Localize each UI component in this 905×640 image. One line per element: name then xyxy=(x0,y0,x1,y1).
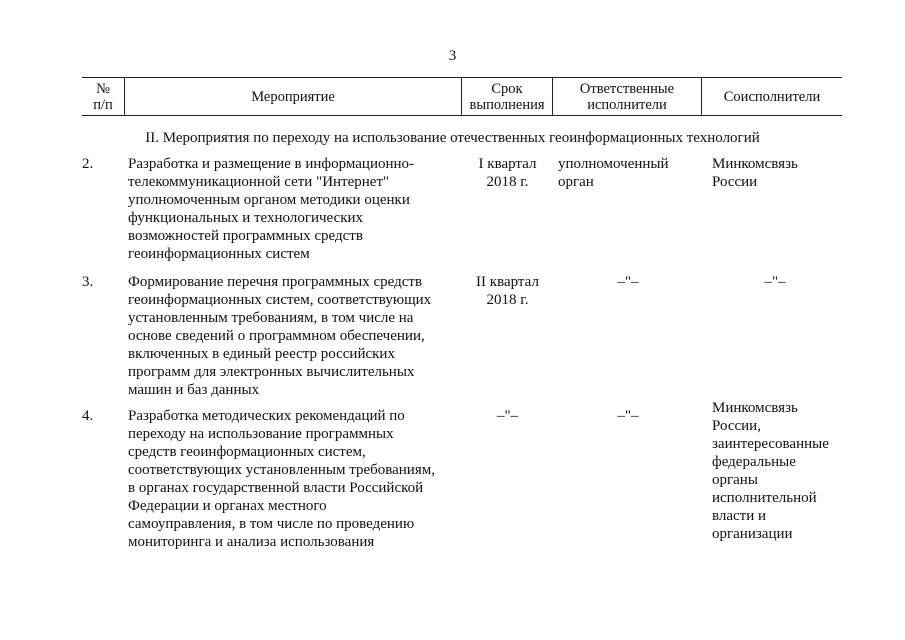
row-co-executors xyxy=(705,273,845,291)
term-line: 2018 г. xyxy=(486,292,529,308)
co-executor-line: органы xyxy=(712,472,758,488)
row-number: 4. xyxy=(82,408,94,424)
activity-line: Разработка методических рекомендаций по xyxy=(128,408,405,424)
header-term xyxy=(462,78,552,115)
activity-line: переходу на использование программных xyxy=(128,426,394,442)
row-term xyxy=(465,407,550,425)
activity-line: программ для электронных вычислительных xyxy=(128,364,415,380)
activity-line: соответствующих установленным требованиям, xyxy=(128,462,435,478)
header-responsible xyxy=(553,78,701,115)
co-executor-line: Минкомсвязь xyxy=(712,156,798,172)
activity-line: геоинформационных систем xyxy=(128,246,310,262)
activity-line: геоинформационных систем, соответствующих xyxy=(128,292,432,308)
activity-line: мониторинга и анализа использования xyxy=(128,534,375,550)
co-executor-line: федеральные xyxy=(712,454,796,470)
ditto-mark: –"– xyxy=(617,408,639,424)
co-executor-line: заинтересованные xyxy=(712,436,829,452)
activity-line: Формирование перечня программных средств xyxy=(128,274,423,290)
row-responsible xyxy=(558,273,698,291)
responsible-line: уполномоченный xyxy=(558,156,669,172)
activity-line: телекоммуникационной сети "Интернет" xyxy=(128,174,390,190)
header-num-line: № xyxy=(96,80,110,97)
header-num-line: п/п xyxy=(93,96,113,113)
section-title: II. Мероприятия по переходу на использование отечественных геоинформационных технологий xyxy=(145,130,760,146)
co-executor-line: Минкомсвязь xyxy=(712,400,798,416)
ditto-mark: –"– xyxy=(764,274,786,290)
row-co-executors xyxy=(712,399,847,543)
header-activity: Мероприятие xyxy=(251,88,335,105)
activity-line: уполномоченным органом методики оценки xyxy=(128,192,410,208)
header-num xyxy=(82,78,124,115)
header-co-executors: Соисполнители xyxy=(723,88,821,105)
ditto-mark: –"– xyxy=(617,274,639,290)
term-line: I квартал xyxy=(478,156,537,172)
row-responsible xyxy=(558,407,698,425)
row-term xyxy=(465,155,550,191)
co-executor-line: организации xyxy=(712,526,793,542)
activity-line: Разработка и размещение в информационно- xyxy=(128,156,415,172)
header-responsible-line: Ответственные xyxy=(579,80,675,97)
activity-line: возможностей программных средств xyxy=(128,228,363,244)
header-term-line: выполнения xyxy=(469,96,545,113)
row-number: 3. xyxy=(82,274,94,290)
activity-line: основе сведений о программном обеспечении, xyxy=(128,328,425,344)
term-line: 2018 г. xyxy=(486,174,529,190)
term-line: II квартал xyxy=(476,274,539,290)
row-number: 2. xyxy=(82,156,94,172)
table-header xyxy=(82,77,842,116)
activity-line: средств геоинформационных систем, xyxy=(128,444,366,460)
header-term-line: Срок xyxy=(491,80,523,97)
page-number: 3 xyxy=(448,48,457,64)
responsible-line: орган xyxy=(558,174,594,190)
activity-line: машин и баз данных xyxy=(128,382,260,398)
activity-line: Федерации и органах местного xyxy=(128,498,327,514)
activity-line: установленным требованиям, в том числе на xyxy=(128,310,414,326)
row-activity xyxy=(128,407,453,551)
ditto-mark: –"– xyxy=(496,408,519,424)
row-activity xyxy=(128,273,453,399)
co-executor-line: исполнительной xyxy=(712,490,817,506)
row-term xyxy=(465,273,550,309)
co-executor-line: России, xyxy=(712,418,761,434)
header-responsible-line: исполнители xyxy=(587,96,667,113)
row-activity xyxy=(128,155,453,263)
row-responsible xyxy=(558,155,698,191)
co-executor-line: России xyxy=(712,174,758,190)
activity-line: самоуправления, в том числе по проведению xyxy=(128,516,415,532)
co-executor-line: власти и xyxy=(712,508,767,524)
row-co-executors xyxy=(712,155,847,191)
activity-line: включенных в единый реестр российских xyxy=(128,346,395,362)
activity-line: в органах государственной власти Российской xyxy=(128,480,424,496)
activity-line: функциональных и технологических xyxy=(128,210,364,226)
